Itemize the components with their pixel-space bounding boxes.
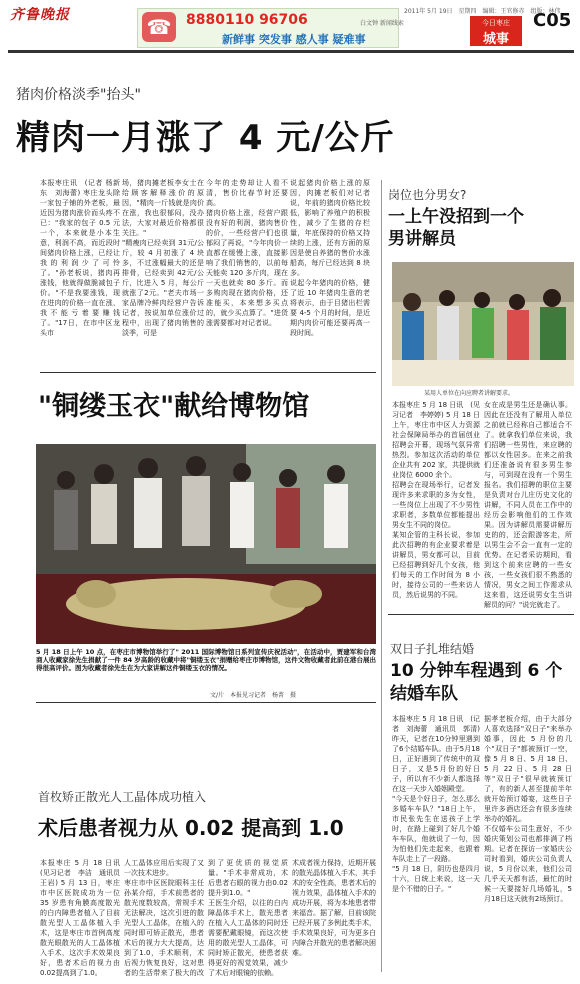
story5-col-2: 人工晶体应用后实现了又一次技术进步。 枣庄市中区医院眼科主任孙某介绍，手术前患者的散光度数较高，常规手术无法解决，这次引进的散光型人工晶体，在植入的同时即可矫正散光，患者术后的视力大大提高，达到了1.0，手术顺利，术后视力恢复良好，这对患者的生活带来了极大的改 [124, 859, 204, 977]
hotline-slogan: 新鲜事 突发事 感人事 疑难事 [222, 33, 366, 46]
hotline-ad [137, 8, 404, 48]
masthead-rule [8, 50, 574, 53]
story3-photo-credit: 文/片 本报见习记者 杨菁 摄 [210, 692, 297, 699]
story1-kicker: 猪肉价格淡季"抬头" [16, 87, 141, 103]
story5-col-1: 本报枣庄 5 月 18 日讯 (见习记者 李洁 通讯员 王岩) 5 月 13 日，枣庄市中区医院成功为一位 35 岁患有角膜高度散光的白内障患者植入了目前散光型人工晶体植入手术，这是枣庄市首例高度散光眼散光的人工晶体植入手术，这次手术效果良好，患者术后的视力由0.02提高到了1.0。 [40, 859, 120, 977]
story2-kicker: 岗位也分男女? [388, 188, 467, 202]
story1-col-4: 说起猪肉价格上涨的原因，肉摊老板们对记者说，年前的猪肉价格比较低，影响了养殖户的积极性，减少了生猪的存栏量，年底保持的价格又持续的上涨，还有方面的原因是使自养猪的售价水涨船高，每斤已经达到 8 块多。 说起今年猪肉的价格，健了近 10 年猪肉生意的老将表示，由于目猪出栏需要 4-5 个月的时间，是近期内肉价可能还要再高一段时间。 [290, 179, 370, 337]
job-fair-crowd-image [392, 262, 574, 386]
story5-kicker: 首枚矫正散光人工晶体成功植入 [38, 790, 207, 804]
story5-col-3: 到了更优质的视觉质量。"手术非常成功，术后患者右眼的视力由0.02提升到1.0。" 王医生介绍，以往的白内障晶体手术上，散光患者在植入人工晶体的同时还需要配戴眼镜，而这次使用的散光型人工晶体，可同时矫正散光，使患者获得更好的视觉效果，减少了术后对眼镜的依赖。 [208, 859, 288, 977]
story2-col-1: 本报枣庄 5 月 18 日讯 (见习记者 李婷婷) 5 月 18 日上午，枣庄市中区人力资源社会保障局举办的首届创业招聘会开幕，现场气氛异常热烈。参加这次活动的单位企业共有 202 家，共提供就业岗位 6000 余个。 招聘会在现场举行，记者发现许多来求职的多为女性，一些岗位上出现了不少男性求职者，多数单位都能提出男女生不同的岗位。 某知企管的主科长说，参加此次招聘的有企业要求着是讲解员，男女都可以，目前已经招聘到好几个女孩，他们每天的工作时间为 8 小时，接待公司的一些来访人员，然后说男的不同。 [392, 401, 480, 599]
newspaper-logo: 齐鲁晚报 [10, 7, 70, 23]
story4-headline-text: 10 分钟车程遇到 6 个结婚车队 [390, 661, 563, 704]
story4-kicker: 双日子扎堆结婚 [390, 642, 475, 656]
column-divider [381, 180, 382, 972]
story2-photo [392, 262, 574, 386]
story4-col-2: 据孝老板介绍，由于大部分人喜欢选择"双日子"来举办婚事，因此 5 月份的几个"双日子"都被预订一空，像 5 月 8 日、5 月 18 日、5 月 22 日、5 月 28 日等"双日子"很早就被预订了，有的新人甚至提前半年就开始预订婚宴，这些日子里许多酒店还会有很多连续举办的婚礼。 不仅婚车公司生意好，不少婚庆策划公司也都排满了档期。记者在探访一家婚庆公司时看到，婚庆公司负责人说，5 月份以来，他们公司几乎天天都有活，最忙的时候一天要接好几场婚礼，5月18日这天就有2场预订。 [484, 715, 572, 903]
story1-col-1: 本报枣庄讯 (记者 杨新东 刘海蕾) 枣庄龙头除一家包子铺的外老板，最近因为猪肉涨价而头疼不已："我家的包子 0.5 元一个，本来就是小本生意，利润不高，而近段时间猪肉价格上涨，已经让我的利润少了可怜了。"孙老板说，猪肉再涨钱，他就得做脆减包子价。"不是我要涨钱，现在进肉的价格一直在涨，我不能亏着要赚钱了。"17日，在市中区龙头市 [40, 179, 120, 337]
jade-suit-exhibition-image [36, 444, 376, 644]
masthead [0, 0, 580, 48]
section-name: 城事 [482, 32, 509, 47]
story1-col-3: 今年的走势却让人看不清，售价比春节时还要高。 猪肉价格上涨，经营户跟没有好的利润，猪肉售价的价，一些经营户们也很郁闷了再说，"今年肉价一直都在缓慢上涨，直接影响了我们销售的，以前每天能卖 120 多斤肉，现在一天也就卖 80 多斤。而多购肉现在猪肉价格，还准能买，本来想多买点的，就少买点算了。"进货涨需要都对对记者说。 [206, 179, 288, 327]
page-number: C05 [533, 10, 572, 31]
story3-bottom-rule [36, 702, 376, 703]
section-tag: 今日枣庄 [482, 19, 510, 27]
story2-headline-text: 一上午没招到一个男讲解员 [388, 207, 524, 249]
story1-bottom-rule [40, 372, 376, 373]
story2-bottom-rule [388, 614, 574, 615]
story2-headline [388, 206, 528, 250]
story3-photo [36, 444, 376, 644]
story5-col-4: 术成者视力保持，近期开展的散光晶体植入手术，其手术的安全性高，患者术后的视力效果，晶体植入手术的成功开展，将为本地患者带来福音。据了解，目前该院已经开展了多例此类手术，手术效果良好，可为更多白内障合并散光的患者解决困难。 [292, 859, 376, 957]
hotline-number: 8880110 96706 [186, 12, 308, 28]
hotline-side-text: 白文钟 新闻线索 [360, 20, 404, 27]
story1-headline: 精肉一月涨了 4 元/公斤 [16, 118, 395, 158]
section-block [470, 16, 522, 46]
story5-headline: 术后患者视力从 0.02 提高到 1.0 [38, 816, 344, 840]
story3-photo-caption: 5 月 18 日上午 10 点，在枣庄市博物馆举行了" 2011 国际博物馆日系列宣传庆祝活动"，在活动中，贾建军和台湾商人收藏家徐先生捐献了一件 84 岁高龄的收藏中将"铜缕玉衣"捐赠给枣庄市博物馆，这件文物收藏者此前在港台展出得很高评价。图为收藏者徐先生在为大家讲解这件铜缕玉衣的情况。 [36, 648, 376, 672]
story1-col-2: 场，猪肉摊老板李女士在给顾客解释涨价的原因，"精肉一斤钱就是肉价在涨，我也很郁闷，没办法，大家对最近价格都很关注。" "精瘦肉已经卖到 31元/公斤，较 4 月初涨了 4 块多，不过涨幅最大的还是排骨，已经卖到 42元/公斤，比进入 5 月，每公斤就涨了2元。"老夫市场一家品牌冷鲜肉经营户告诉记者，按说加单位涨价过程中，出现了猪肉销售的淡季，可是 [122, 179, 204, 337]
story2-col-2: 女在成是男生还是确认事。因此在还没有了解用人单位之前就已经称自己都适合不了。就拿我们单位来说，我们招聘一些男性，来应聘的都以女性居多。在来之前我们还准备说有很多男生参与，可到现在没有一个男生报名。我们招聘的职位主要是负责对台儿庄历史文化的讲解，不同人员在工作中的经历会影响他们的工作效果。因为讲解员需要讲解历史的的，还会跟游客走，所以男生会不会一直有一定的优势。在记者采访期间，看到这个前来应聘的一些女孩，一些女孩们很不熟悉的情况，男女之间工作需求从这来看，这还说男女生当讲解员的问？"说完就走了。 [484, 401, 572, 609]
story3-headline: "铜缕玉衣"献给博物馆 [38, 391, 310, 422]
phone-icon: ☎ [142, 12, 176, 42]
story4-col-1: 本报枣庄 5 月 18 日讯 (记者 刘海蕾 通讯员 郭清) 昨天，记者在10分钟里遇到了6个结婚车队。由于5月18日，正好遇到了传统中的双日子，又是5月份的好日子，所以有不少新人都选择在这一天步入婚姻殿堂。 "今天是个好日子，怎么那么多婚车车队？"18日上午，市民张先生在送孩子上学时，在路上碰到了好几个婚车车队，他就说了一句，因为怕他们先走起来，也跟着车队走上了一段路。 "5 月 18 日，阴历也是四月十六，日统上来说，这一天是个不错的日子。" [392, 715, 480, 893]
story2-photo-caption: 某用人单位在向应聘者讲解要求。 [424, 390, 515, 397]
story4-headline [390, 660, 570, 706]
date-line: 2011年 5月 19日 星期四 编辑：王官修赤 组版：林伟 [404, 8, 561, 15]
